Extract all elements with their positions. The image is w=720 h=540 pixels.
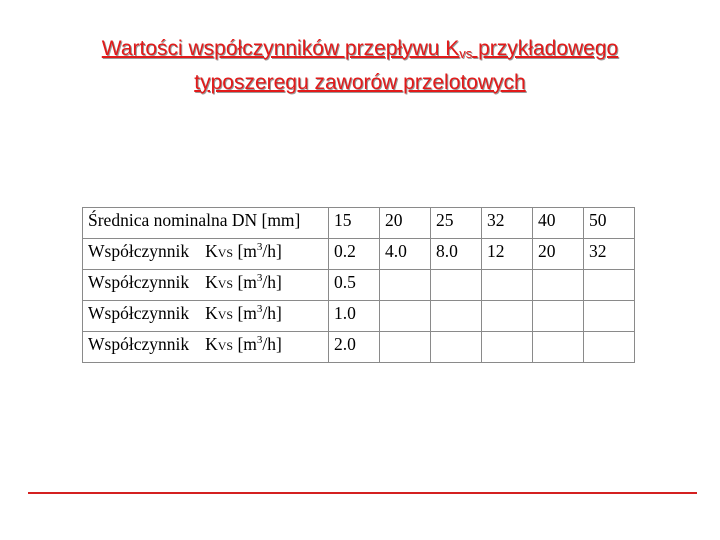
label-k-sub: VS xyxy=(217,246,234,260)
table-cell xyxy=(482,270,533,301)
title-line-2: typoszeregu zaworów przelotowych xyxy=(194,71,526,94)
title-text-b: przykładowego xyxy=(472,37,619,60)
label-unit xyxy=(237,241,281,261)
table-cell xyxy=(431,301,482,332)
table-row xyxy=(83,270,635,301)
table-cell xyxy=(533,270,584,301)
row-label xyxy=(83,332,329,363)
unit-sup: 3 xyxy=(256,241,263,254)
unit-b: /h] xyxy=(262,303,282,323)
table-cell xyxy=(380,301,431,332)
table-cell: 0.2 xyxy=(329,239,380,270)
unit-sup: 3 xyxy=(256,272,263,285)
label-k-sub: VS xyxy=(217,277,234,291)
table-cell: 8.0 xyxy=(431,239,482,270)
label-word: Współczynnik xyxy=(88,303,190,323)
table-cell xyxy=(380,270,431,301)
table-cell: 32 xyxy=(482,208,533,239)
table-cell: 25 xyxy=(431,208,482,239)
label-unit xyxy=(237,272,281,292)
table-row xyxy=(83,239,635,270)
unit-b: /h] xyxy=(262,272,282,292)
unit-b: /h] xyxy=(262,241,282,261)
label-k-sub: VS xyxy=(217,308,234,322)
table-header-label: Średnica nominalna DN [mm] xyxy=(83,208,329,239)
table-cell: 15 xyxy=(329,208,380,239)
row-label xyxy=(83,239,329,270)
table-cell xyxy=(431,332,482,363)
kvs-table xyxy=(82,207,635,363)
row-label xyxy=(83,301,329,332)
table-cell xyxy=(482,301,533,332)
table-cell: 1.0 xyxy=(329,301,380,332)
slide-title xyxy=(0,34,720,97)
label-k: K xyxy=(205,303,218,323)
title-subscript: vs xyxy=(459,46,473,61)
unit-sup: 3 xyxy=(256,303,263,316)
table-cell: 4.0 xyxy=(380,239,431,270)
unit-a: [m xyxy=(237,303,257,323)
unit-a: [m xyxy=(237,334,257,354)
table-header-row xyxy=(83,208,635,239)
table-cell: 32 xyxy=(584,239,635,270)
table-cell: 2.0 xyxy=(329,332,380,363)
table-cell xyxy=(584,270,635,301)
unit-a: [m xyxy=(237,272,257,292)
row-label xyxy=(83,270,329,301)
table-row xyxy=(83,301,635,332)
footer-rule xyxy=(28,492,697,494)
table-cell xyxy=(431,270,482,301)
label-unit xyxy=(237,334,281,354)
label-word: Współczynnik xyxy=(88,334,190,354)
title-line-1 xyxy=(0,34,720,68)
label-k-sub: VS xyxy=(217,339,234,353)
label-k: K xyxy=(205,334,218,354)
label-word: Współczynnik xyxy=(88,241,190,261)
label-k: K xyxy=(205,241,218,261)
table-cell xyxy=(533,332,584,363)
label-unit xyxy=(237,303,281,323)
table-cell: 50 xyxy=(584,208,635,239)
table-cell xyxy=(380,332,431,363)
table-cell: 20 xyxy=(533,239,584,270)
table-cell xyxy=(533,301,584,332)
unit-a: [m xyxy=(237,241,257,261)
label-word: Współczynnik xyxy=(88,272,190,292)
title-text-a: Wartości współczynników przepływu K xyxy=(101,37,460,60)
unit-b: /h] xyxy=(262,334,282,354)
label-k: K xyxy=(205,272,218,292)
table-cell: 0.5 xyxy=(329,270,380,301)
unit-sup: 3 xyxy=(256,334,263,347)
table-cell xyxy=(584,301,635,332)
table-row xyxy=(83,332,635,363)
table-cell xyxy=(584,332,635,363)
table-cell xyxy=(482,332,533,363)
table-cell: 12 xyxy=(482,239,533,270)
table-cell: 40 xyxy=(533,208,584,239)
table-cell: 20 xyxy=(380,208,431,239)
